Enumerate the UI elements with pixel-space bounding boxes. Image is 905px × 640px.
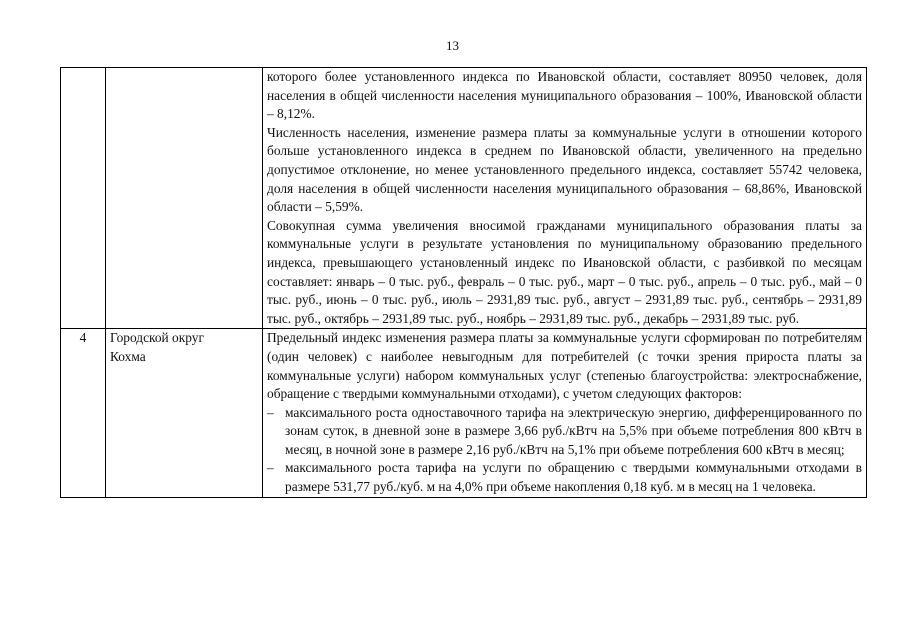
paragraph: Предельный индекс изменения размера платы за коммунальные услуги сформирован по потребителям (один человек) с наиболее невыгодным для потребителей (с точки зрения прироста платы за коммунальные услуги) набором коммунальных услуг (степенью благоустройства: электроснабжение, обращение с твердыми коммунальными отходами), с учетом следующих факторов: (267, 330, 862, 402)
municipality-name-line: Городской округ (110, 330, 204, 346)
description-cell (263, 68, 867, 329)
dash-bullet: – (267, 404, 274, 420)
list-item-text: максимального роста тарифа на услуги по обращению с твердыми коммунальными отходами в размере 531,77 руб./куб. м на 4,0% при объеме накопления 0,18 куб. м в месяц на 1 человека. (285, 460, 862, 495)
page-number: 13 (446, 38, 459, 53)
dash-bullet: – (267, 460, 274, 476)
description-cell (263, 329, 867, 497)
list-item-text: максимального роста одноставочного тарифа на электрическую энергию, дифференцированного по зонам суток, в дневной зоне в размере 3,66 руб./кВтч на 5,5% при объеме потребления 800 кВтч в месяц, в ночной зоне в размере 2,16 руб./кВтч на 5,1% при объеме потребления 600 кВтч в месяц; (285, 404, 862, 457)
content-table (60, 67, 867, 498)
municipality-name-line: Кохма (110, 348, 146, 364)
table-row (61, 329, 867, 497)
paragraph: Численность населения, изменение размера платы за коммунальные услуги в отношении которого больше установленного индекса в среднем по Ивановской области, увеличенного на предельно допустимое отклонение, но менее установленного предельного индекса, составляет 55742 человека, доля населения в общей численности населения муниципального образования – 68,86%, Ивановской области – 5,59%. (267, 124, 862, 215)
row-number-cell (61, 68, 106, 329)
table-row (61, 68, 867, 329)
row-number-cell: 4 (61, 329, 106, 497)
municipality-name-cell (106, 68, 263, 329)
municipality-name-cell (106, 329, 263, 497)
paragraph: Совокупная сумма увеличения вносимой гражданами муниципального образования платы за коммунальные услуги в результате установления по муниципальному образованию предельного индекса, превышающего установленный индекс по Ивановской области, с разбивкой по месяцам составляет: январь – 0 тыс. руб., февраль – 0 тыс. руб., март – 0 тыс. руб., апрель – 0 тыс. руб., май – 0 тыс. руб., июнь – 0 тыс. руб., июль – 2931,89 тыс. руб., август – 2931,89 тыс. руб., сентябрь – 2931,89 тыс. руб., октябрь – 2931,89 тыс. руб., ноябрь – 2931,89 тыс. руб., декабрь – 2931,89 тыс. руб. (267, 217, 862, 326)
list-item (267, 459, 862, 496)
list-item (267, 404, 862, 460)
paragraph: которого более установленного индекса по Ивановской области, составляет 80950 человек, доля населения в общей численности населения муниципального образования – 100%, Ивановской области – 8,12%. (267, 69, 862, 122)
